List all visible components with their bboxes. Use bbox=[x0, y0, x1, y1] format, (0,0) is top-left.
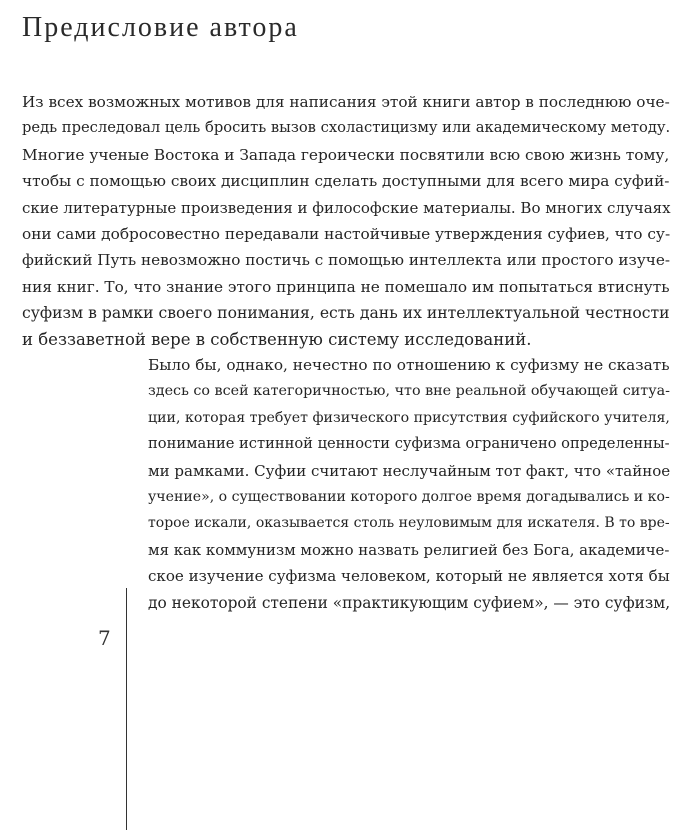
para2-line: понимание истинной ценности суфизма ограничено определенны- bbox=[148, 435, 670, 453]
para1-line: ния книг. То, что знание этого принципа не помешало им попытаться втиснуть bbox=[22, 277, 670, 296]
para1-line: они сами добросовестно передавали настойчивые утверждения суфиев, что су- bbox=[22, 225, 671, 243]
para1-line: редь преследовал цель бросить вызов схоластицизму или академическому методу. bbox=[22, 119, 671, 137]
para2-line: здесь со всей категоричностью, что вне реальной обучающей ситуа- bbox=[148, 383, 670, 400]
para2-line: мя как коммунизм можно назвать религией без Бога, академиче- bbox=[148, 540, 670, 559]
para2-line: ское изучение суфизма человеком, который не является хотя бы bbox=[148, 567, 670, 586]
para1-line: Многие ученые Востока и Запада героически посвятили всю свою жизнь тому, bbox=[22, 145, 670, 164]
para2-line: ции, которая требует физического присутствия суфийского учителя, bbox=[148, 409, 670, 426]
para2-line: торое искали, оказывается столь неуловимым для искателя. В то вре- bbox=[148, 515, 670, 532]
page-number: 7 bbox=[98, 626, 111, 650]
margin-rule bbox=[126, 588, 127, 830]
para1-line: и беззаветной вере в собственную систему исследований. bbox=[22, 329, 532, 349]
para1-line: чтобы с помощью своих дисциплин сделать доступными для всего мира суфий- bbox=[22, 172, 670, 191]
para1-line: суфизм в рамки своего понимания, есть дань их интеллектуальной честности bbox=[22, 304, 670, 323]
para2-line: Было бы, однако, нечестно по отношению к суфизму не сказать bbox=[148, 356, 670, 374]
para1-line: ские литературные произведения и философские материалы. Во многих случаях bbox=[22, 198, 671, 217]
para2-line: до некоторой степени «практикующим суфием», — это суфизм, bbox=[148, 593, 671, 612]
para2-line: учение», о существовании которого долгое время догадывались и ко- bbox=[148, 489, 670, 505]
chapter-title: Предисловие автора bbox=[22, 12, 299, 43]
para2-line: ми рамками. Суфии считают неслучайным тот факт, что «тайное bbox=[148, 461, 671, 480]
para1-line: фийский Путь невозможно постичь с помощью интеллекта или простого изуче- bbox=[22, 251, 670, 270]
para1-line: Из всех возможных мотивов для написания этой книги автор в последнюю оче- bbox=[22, 93, 670, 111]
